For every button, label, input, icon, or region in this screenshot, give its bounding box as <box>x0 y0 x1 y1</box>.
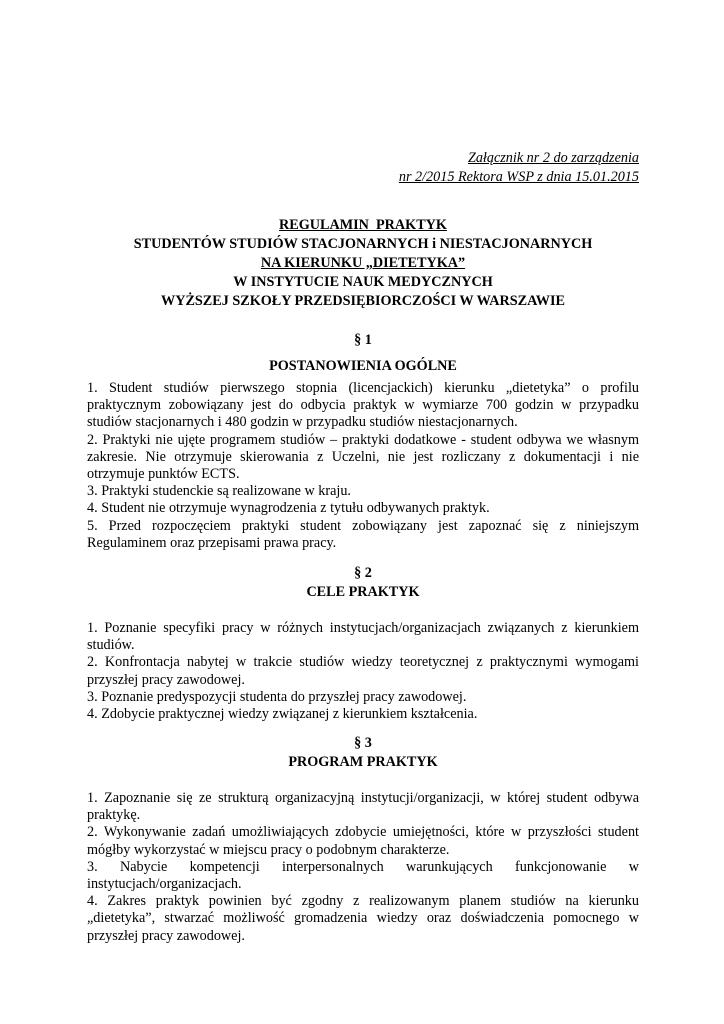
section-1-heading: POSTANOWIENIA OGÓLNE <box>269 358 457 374</box>
section-2-item-1: 1. Poznanie specyfiki pracy w różnych instytucjach/organizacjach związanych z kierunkiem studiów. <box>87 620 639 654</box>
document-title <box>87 216 639 311</box>
section-2 <box>87 564 639 723</box>
section-2-number: § 2 <box>354 565 372 581</box>
title-line-5: WYŻSZEJ SZKOŁY PRZEDSIĘBIORCZOŚCI W WARSZAWIE <box>161 293 565 309</box>
attachment-line-1: Załącznik nr 2 do zarządzenia <box>467 150 639 166</box>
title-line-4: W INSTYTUCIE NAUK MEDYCZNYCH <box>233 274 493 290</box>
section-3 <box>87 734 639 945</box>
section-1-item-3: 3. Praktyki studenckie są realizowane w kraju. <box>87 483 351 500</box>
title-line-2: STUDENTÓW STUDIÓW STACJONARNYCH i NIESTACJONARNYCH <box>133 236 593 252</box>
section-3-heading: PROGRAM PRAKTYK <box>288 754 438 770</box>
title-line-1: REGULAMIN PRAKTYK <box>279 217 447 233</box>
section-1-body <box>87 380 639 552</box>
section-3-item-4: 4. Zakres praktyk powinien być zgodny z realizowanym planem studiów na kierunku „dietetyka”, stwarzać możliwość gromadzenia wiedzy oraz doświadczenia pomocnego w przyszłej pracy zawodowej. <box>87 893 639 944</box>
section-1-number: § 1 <box>354 332 372 348</box>
section-3-item-1: 1. Zapoznanie się ze strukturą organizacyjną instytucji/organizacji, w której student odbywa praktykę. <box>87 790 639 824</box>
title-line-3: NA KIERUNKU „DIETETYKA” <box>260 255 466 271</box>
section-2-item-3: 3. Poznanie predyspozycji studenta do przyszłej pracy zawodowej. <box>87 688 467 705</box>
section-1 <box>87 331 639 552</box>
section-2-heading: CELE PRAKTYK <box>306 584 420 600</box>
section-3-number: § 3 <box>354 735 372 751</box>
section-2-item-2: 2. Konfrontacja nabytej w trakcie studiów wiedzy teoretycznej z praktycznymi wymogami przyszłej pracy zawodowej. <box>87 654 639 688</box>
section-2-item-4: 4. Zdobycie praktycznej wiedzy związanej z kierunkiem kształcenia. <box>87 706 478 723</box>
section-3-item-2: 2. Wykonywanie zadań umożliwiających zdobycie umiejętności, które w przyszłości student mógłby wykorzystać w miejscu pracy o podobnym charakterze. <box>87 824 639 858</box>
section-1-item-4: 4. Student nie otrzymuje wynagrodzenia z tytułu odbywanych praktyk. <box>87 500 490 517</box>
section-3-item-3: 3. Nabycie kompetencji interpersonalnych warunkujących funkcjonowanie w instytucjach/organizacjach. <box>87 858 639 893</box>
attachment-note <box>399 149 639 187</box>
section-3-body <box>87 790 639 945</box>
section-2-body <box>87 620 639 723</box>
section-1-item-1: 1. Student studiów pierwszego stopnia (licencjackich) kierunku „dietetyka” o profilu praktycznym zobowiązany jest do odbycia praktyk w wymiarze 700 godzin w przypadku studiów stacjonarnych i 480 godzin w przypadku studiów niestacjonarnych. <box>87 380 639 431</box>
section-1-item-2: 2. Praktyki nie ujęte programem studiów – praktyki dodatkowe - student odbywa we własnym zakresie. Nie otrzymuje skierowania z Uczelni, nie jest rozliczany z dokumentacji i nie otrzymuje punktów ECTS. <box>87 431 639 483</box>
attachment-line-2: nr 2/2015 Rektora WSP z dnia 15.01.2015 <box>398 169 639 185</box>
section-1-item-5: 5. Przed rozpoczęciem praktyki student zobowiązany jest zapoznać się z niniejszym Regulaminem oraz przepisami prawa pracy. <box>87 517 639 551</box>
